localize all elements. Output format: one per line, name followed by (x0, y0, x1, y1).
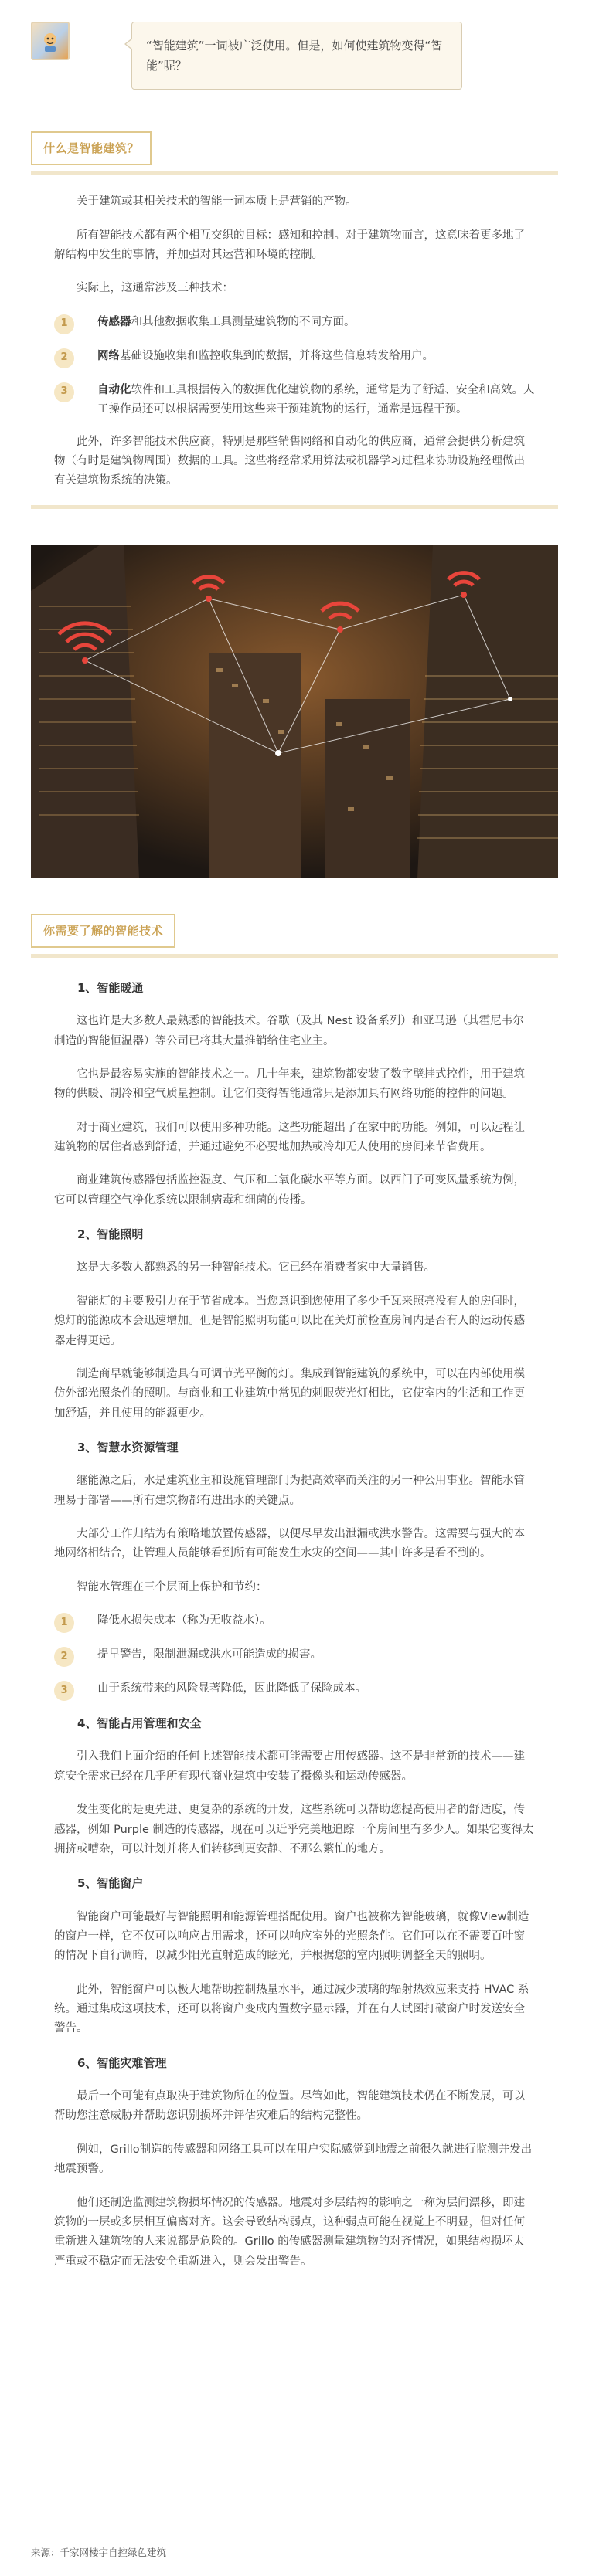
section1-content (31, 192, 558, 490)
list-number: 3 (54, 382, 74, 402)
subheading-smart-lighting: 2、智能照明 (77, 1227, 144, 1242)
paragraph: 例如，Grillo制造的传感器和网络工具可以在用户实际感觉到地震之前很久就进行监测并发出地震预警。 (54, 2143, 533, 2176)
cartoon-avatar-icon (38, 29, 63, 53)
paragraph: 这是大多数人都熟悉的另一种智能技术。它已经在消费者家中大量销售。 (77, 1261, 435, 1274)
paragraph: 此外，许多智能技术供应商，特别是那些销售网络和自动化的供应商，通常会提供分析建筑物（有时是建筑物周围）数据的工具。这些将经常采用算法或机器学习过程来协助设施经理做出有关建筑物系统的决策。 (54, 435, 525, 487)
section-title-smart-tech: 你需要了解的智能技术 (31, 914, 175, 948)
list-item-text: 软件和工具根据传入的数据优化建筑物的系统，通常是为了舒适、安全和高效。人工操作员还可以根据需要使用这些来干预建筑物的运行，通常是远程干预。 (97, 383, 535, 416)
paragraph: 商业建筑传感器包括监控湿度、气压和二氧化碳水平等方面。以西门子可变风量系统为例，它可以管理空气净化系统以限制病毒和细菌的传播。 (54, 1174, 525, 1207)
list-item-bold: 自动化 (97, 383, 131, 396)
source-credit: 来源：千家网楼宇自控绿色建筑 (31, 2547, 167, 2558)
list-item-text: 降低水损失成本（称为无收益水）。 (97, 1614, 271, 1627)
paragraph: 智能水管理在三个层面上保护和节约： (77, 1580, 267, 1593)
paragraph: 智能窗户可能最好与智能照明和能源管理搭配使用。窗户也被称为智能玻璃，就像View制造的窗户一样，它不仅可以响应占用需求，还可以响应室外的光照条件。它们可以在不需要百叶窗的情况下自行调暗，以减少阳光直射造成的眩光，并根据您的室内照明调整全天的照明。 (54, 1910, 529, 1963)
list-number: 1 (54, 314, 74, 334)
list-number: 2 (54, 348, 74, 368)
subheading-occupancy-security: 4、智能占用管理和安全 (77, 1716, 202, 1731)
list-item-bold: 网络 (97, 349, 120, 362)
list-item (54, 381, 535, 420)
paragraph: 发生变化的是更先进、更复杂的系统的开发，这些系统可以帮助您提高使用者的舒适度，传感器，例如 Purple 制造的传感器，现在可以近乎完美地追踪一个房间里有多少人。如果它变得太拥挤或嘈杂，可以计划并将人们转移到更安静、不那么繁忙的地方。 (54, 1804, 534, 1855)
subheading-disaster-management: 6、智能灾难管理 (77, 2055, 167, 2070)
list-item-text: 和其他数据收集工具测量建筑物的不同方面。 (131, 315, 356, 328)
subheading-smart-water: 3、智慧水资源管理 (77, 1441, 179, 1454)
section-title-wrap (31, 131, 558, 165)
list-item-text: 提早警告，限制泄漏或洪水可能造成的损害。 (97, 1648, 322, 1661)
intro-quote-bubble (131, 22, 462, 90)
list-item-bold: 传感器 (97, 315, 131, 328)
paragraph: 它也是最容易实施的智能技术之一。几十年来，建筑物都安装了数字壁挂式控件，用于建筑物的供暖、制冷和空气质量控制。让它们变得智能通常只是添加具有网络功能的控件的问题。 (54, 1067, 525, 1101)
paragraph: 智能灯的主要吸引力在于节省成本。当您意识到您使用了多少千瓦来照亮没有人的房间时，熄灯的能源成本会迅速增加。但是智能照明功能可以比在关灯前检查房间内是否有人的运动传感器走得更远。 (54, 1295, 525, 1347)
paragraph: 引入我们上面介绍的任何上述智能技术都可能需要占用传感器。这不是非常新的技术——建筑安全需求已经在几乎所有现代商业建筑中安装了摄像头和运动传感器。 (54, 1750, 525, 1783)
list-item (54, 1679, 535, 1701)
list-number: 2 (54, 1647, 74, 1667)
intro-block (0, 0, 589, 91)
paragraph: 他们还制造监测建筑物损坏情况的传感器。地震对多层结构的影响之一称为层间漂移，即建筑物的一层或多层相互偏离对齐。这会导致结构弱点，这种弱点可能在视觉上不明显，但对任何重新进入建筑物的人来说都是危险的。Grillo 的传感器测量建筑物的对齐情况，如果结构损坏太严重或不稳定而无法安全重新进入，则会发出警告。 (54, 2196, 525, 2268)
paragraph: 实际上，这通常涉及三种技术： (77, 282, 233, 295)
paragraph: 对于商业建筑，我们可以使用多种功能。这些功能超出了在家中的功能。例如，可以远程让建筑物的居住者感到舒适，并通过避免不必要地加热或冷却无人使用的房间来节省费用。 (54, 1121, 525, 1153)
paragraph: 最后一个可能有点取决于建筑物所在的位置。尽管如此，智能建筑技术仍在不断发展，可以帮助您注意威胁并帮助您识别损坏并评估灾难后的结构完整性。 (54, 2090, 525, 2123)
avatar (31, 22, 70, 60)
intro-quote-text: “智能建筑”一词被广泛使用。但是，如何使建筑物变得“智能”呢？ (146, 39, 443, 73)
section2-content (31, 978, 558, 2272)
paragraph: 制造商早就能够制造具有可调节光平衡的灯。集成到智能建筑的系统中，可以在内部使用模仿外部光照条件的照明。与商业和工业建筑中常见的刺眼荧光灯相比，它使室内的生活和工作更加舒适，并且使用的能源更少。 (54, 1367, 525, 1420)
list-item-text: 基础设施收集和监控收集到的数据，并将这些信息转发给用户。 (120, 349, 434, 362)
paragraph: 所有智能技术都有两个相互交织的目标：感知和控制。对于建筑物而言，这意味着更多地了解结构中发生的事情，并加强对其运营和环境的控制。 (54, 229, 525, 261)
section-title-what-is-smart-building: 什么是智能建筑？ (31, 131, 152, 165)
list-item (54, 347, 535, 368)
paragraph: 这也许是大多数人最熟悉的智能技术。谷歌（及其 Nest 设备系列）和亚马逊（其霍尼韦尔制造的智能恒温器）等公司已将其大量推销给住宅业主。 (54, 1015, 524, 1047)
paragraph: 大部分工作归结为有策略地放置传感器，以便尽早发出泄漏或洪水警告。这需要与强大的本地网络相结合，让管理人员能够看到所有可能发生水灾的空间——其中许多是看不到的。 (54, 1528, 525, 1560)
smart-city-illustration (31, 545, 558, 878)
list-number: 1 (54, 1613, 74, 1633)
section-title-wrap (31, 914, 558, 948)
subheading-smart-hvac: 1、智能暖通 (77, 980, 144, 995)
list-item-text: 由于系统带来的风险显著降低，因此降低了保险成本。 (97, 1682, 366, 1695)
paragraph: 继能源之后，水是建筑业主和设施管理部门为提高效率而关注的另一种公用事业。智能水管理易于部署——所有建筑物都有进出水的关键点。 (54, 1475, 525, 1507)
list-item (54, 1611, 535, 1633)
subheading-smart-windows: 5、智能窗户 (77, 1876, 144, 1891)
list-number: 3 (54, 1681, 74, 1701)
paragraph: 此外，智能窗户可以极大地帮助控制热量水平，通过减少玻璃的辐射热效应来支持 HVAC 系统。通过集成这项技术，还可以将窗户变成内置数字显示器，并在有人试图打破窗户时发送安全警告。 (54, 1983, 529, 2035)
smart-city-photo (31, 545, 558, 878)
paragraph: 关于建筑或其相关技术的智能一词本质上是营销的产物。 (77, 195, 357, 209)
list-item (54, 313, 535, 334)
list-item (54, 1645, 535, 1667)
